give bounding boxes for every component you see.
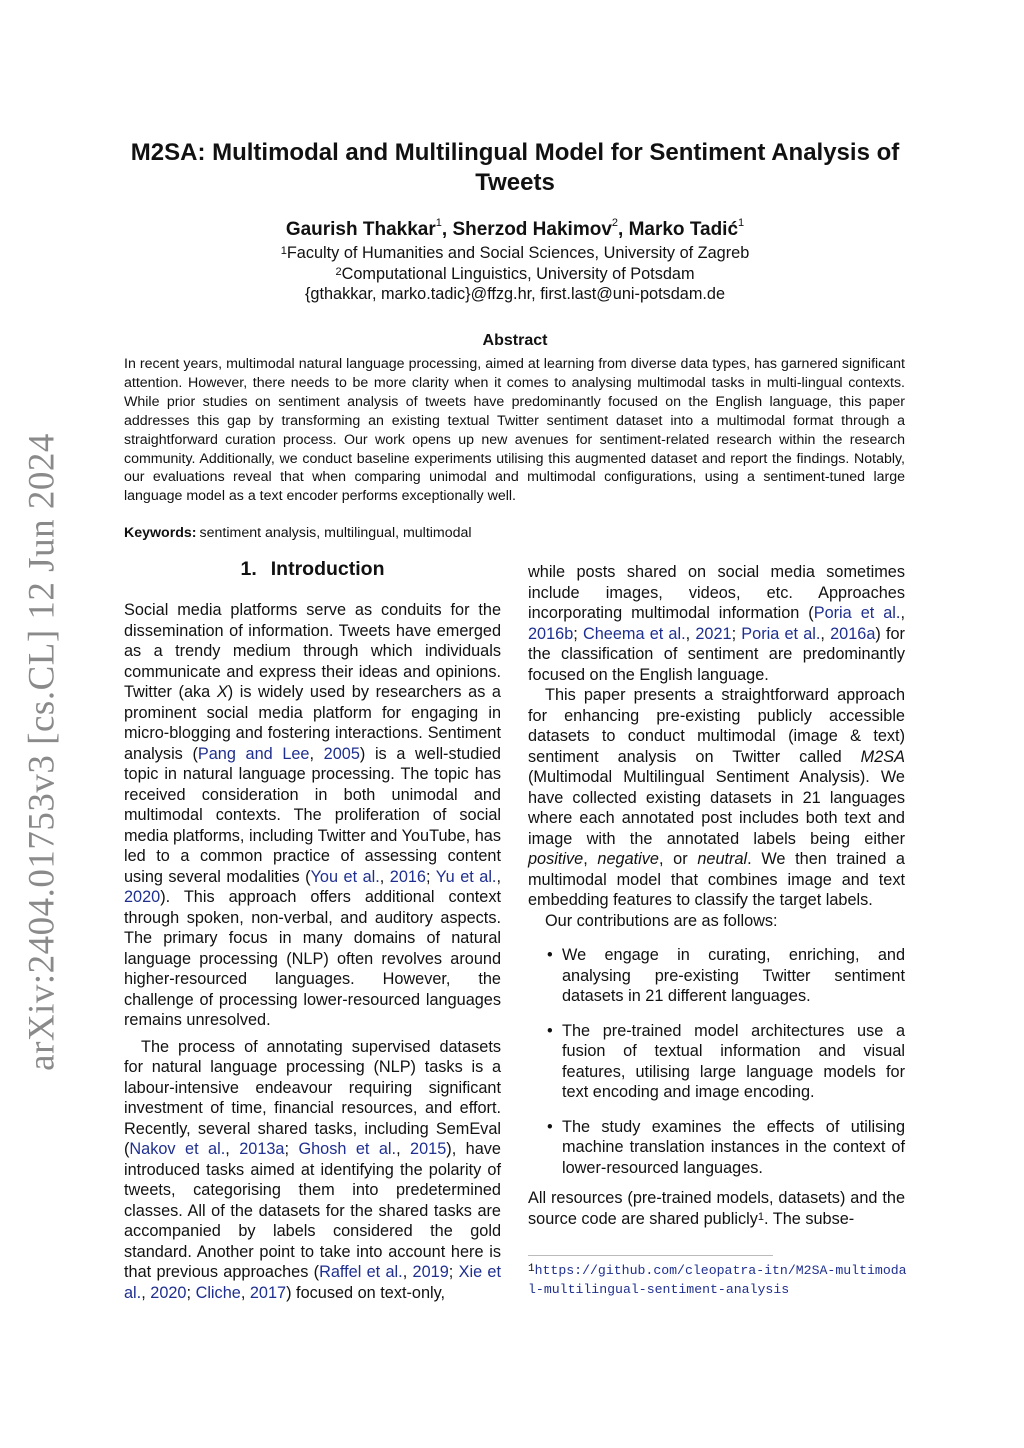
- section-title: Introduction: [270, 558, 385, 580]
- author-name: Sherzod Hakimov: [452, 219, 612, 240]
- citation-link[interactable]: Cliche: [195, 1283, 241, 1302]
- text-run: ) is a well-studied topic in natural language processing. The topic has received consideration in both unimodal and multimodal contexts. The proliferation of social media platforms, including Twitter and YouTube, has led to a common practice of assessing content using several modalities (: [124, 744, 501, 886]
- body-paragraph: [528, 1188, 905, 1229]
- text-run: negative: [597, 850, 659, 868]
- keywords: [124, 525, 472, 541]
- left-column: [124, 600, 501, 1303]
- text-run: (Multimodal Multilingual Sentiment Analysis). We have collected existing datasets in 21 languages where each annotated post includes both text and image with the annotated labels being either: [528, 768, 905, 848]
- citation-link[interactable]: Yu et al.: [435, 867, 497, 886]
- text-run: ) for the classification of sentiment are predominantly focused on the English language.: [528, 624, 905, 684]
- author-name: Gaurish Thakkar: [285, 219, 436, 240]
- paper-title: M2SA: Multimodal and Multilingual Model for Sentiment Analysis of Tweets: [130, 139, 900, 196]
- affiliation-text: Faculty of Humanities and Social Sciences, University of Zagreb: [286, 244, 750, 262]
- affiliations: [110, 243, 920, 305]
- text-run: , or: [658, 850, 698, 868]
- citation-link[interactable]: 2013a: [239, 1140, 285, 1158]
- body-paragraph: [124, 600, 501, 1031]
- keywords-label: Keywords:: [124, 525, 197, 541]
- citation-link[interactable]: 2016a: [830, 624, 876, 643]
- affiliation-mark: 1: [280, 245, 287, 257]
- text-run: ), have introduced tasks aimed at identifying the polarity of tweets, categorising them into predetermined classes. All of the datasets for the shared tasks are accompanied by labels considered the gold standard. Another point to take into account here is that previous approaches (: [124, 1140, 501, 1281]
- text-run: This paper presents a straightforward approach for enhancing pre-existing publicly accessible datasets to conduct multimodal (image & text) sentiment analysis on Twitter called: [528, 686, 905, 766]
- text-run: All resources (pre-trained models, datasets) and the source code are shared publicly: [528, 1189, 905, 1228]
- text-run: ;: [426, 867, 436, 886]
- citation-link[interactable]: 2019: [412, 1263, 449, 1281]
- footnote-divider: [528, 1255, 773, 1256]
- citation-link[interactable]: 2021: [695, 624, 732, 643]
- citation-link[interactable]: 2015: [410, 1140, 447, 1158]
- text-run: ,: [141, 1283, 151, 1302]
- abstract-text: In recent years, multimodal natural language processing, aimed at learning from diverse data types, has garnered significant attention. However, there needs to be more clarity when it comes to analysing multimodal tasks in multi-lingual contexts. While prior studies on sentiment analysis of tweets have predominantly focused on the English language, this paper addresses this gap by transforming an existing textual Twitter sentiment dataset into a multimodal format through a straightforward curation process. Our work opens up new avenues for sentiment-related research within the research community. Additionally, we conduct baseline experiments utilising this augmented dataset and report the findings. Notably, our evaluations reveal that when comparing unimodal and multimodal configurations, using a sentiment-tuned large language model as a text encoder performs exceptionally well.: [124, 356, 905, 505]
- body-paragraph: [528, 911, 905, 932]
- text-run: ,: [402, 1263, 413, 1281]
- text-run: ,: [225, 1140, 240, 1158]
- footnote-ref[interactable]: 1: [757, 1210, 765, 1223]
- citation-link[interactable]: Poria et al.: [813, 604, 901, 622]
- citation-link[interactable]: Cheema et al.: [582, 624, 686, 643]
- list-item: • We engage in curating, enriching, and analysing pre-existing Twitter sentiment datasets in 21 different languages.: [562, 945, 905, 1007]
- keywords-text: sentiment analysis, multilingual, multimodal: [199, 525, 472, 541]
- citation-link[interactable]: 2005: [323, 744, 360, 763]
- body-paragraph: [528, 562, 905, 685]
- emails: {gthakkar, marko.tadic}@ffzg.hr, first.last@uni-potsdam.de: [304, 285, 726, 303]
- footnote: [528, 1262, 908, 1299]
- text-run: neutral: [697, 850, 748, 868]
- text-run: ;: [573, 624, 583, 643]
- arxiv-identifier: arXiv:2404.01753v3 [cs.CL] 12 Jun 2024: [21, 433, 63, 1071]
- citation-link[interactable]: 2017: [249, 1283, 287, 1302]
- text-run: ). This approach offers additional context through spoken, non-verbal, and auditory aspects. The primary focus in many domains of natural language processing (NLP) often revolves around higher-resourced languages. However, the challenge of processing lower-resourced languages remains unresolved.: [124, 888, 501, 1029]
- author-name: Marko Tadić: [628, 219, 739, 240]
- text-run: ) is widely used by researchers as a prominent social media platform for engaging in micro-blogging and fostering interactions. Sentiment analysis (: [124, 683, 501, 763]
- text-run: while posts shared on social media sometimes include images, videos, etc. Approaches incorporating multimodal information (: [528, 563, 905, 622]
- footnote-mark: 1: [528, 1263, 535, 1275]
- affiliation: [110, 264, 920, 285]
- text-run: ;: [186, 1283, 196, 1302]
- text-run: ,: [379, 867, 390, 886]
- affiliation-text: Computational Linguistics, University of Potsdam: [341, 264, 695, 283]
- text-run: ,: [240, 1283, 250, 1302]
- affiliation-mark: 1: [738, 217, 745, 229]
- citation-link[interactable]: 2020: [124, 888, 161, 906]
- body-paragraph: [528, 685, 905, 911]
- abstract-heading: Abstract: [482, 332, 548, 349]
- citation-link[interactable]: Nakov et al.: [129, 1140, 226, 1158]
- text-run: Our contributions are as follows:: [545, 911, 778, 930]
- text-run: positive: [528, 850, 584, 868]
- citation-link[interactable]: Ghosh et al.: [298, 1140, 397, 1158]
- citation-link[interactable]: Poria et al.: [741, 624, 821, 643]
- list-item: • The pre-trained model architectures use a fusion of textual information and visual features, utilising large language models for text encoding and image encoding.: [562, 1021, 905, 1103]
- text-run: ,: [583, 850, 598, 868]
- text-run: ,: [309, 744, 324, 763]
- text-run: . We then trained a multimodal model that combines image and text embedding features to classify the target labels.: [528, 850, 905, 909]
- contributions-list: [528, 945, 905, 1178]
- section-heading: [124, 558, 501, 581]
- text-run: ;: [448, 1263, 459, 1281]
- text-run: ,: [900, 604, 905, 622]
- text-run: M2SA: [860, 747, 905, 766]
- text-run: ,: [496, 867, 501, 886]
- text-run: ,: [685, 624, 696, 643]
- citation-link[interactable]: Pang and Lee: [197, 744, 310, 763]
- text-run: ) focused on text-only,: [286, 1283, 446, 1302]
- section-number: 1.: [240, 558, 257, 580]
- text-run: ;: [731, 624, 742, 643]
- text-run: . The subse-: [764, 1209, 855, 1228]
- citation-link[interactable]: 2016: [389, 867, 426, 886]
- footnote-link[interactable]: https://github.com/cleopatra-itn/M2SA-multimodal-multilingual-sentiment-analysis: [528, 1263, 907, 1297]
- citation-link[interactable]: You et al.: [310, 867, 380, 886]
- right-column: [528, 562, 905, 1229]
- list-item: • The study examines the effects of utilising machine translation instances in the context of lower-resourced languages.: [562, 1117, 905, 1179]
- affiliation-mark: 2: [611, 217, 619, 229]
- text-run: ,: [396, 1140, 411, 1158]
- citation-link[interactable]: Raffel et al.: [319, 1263, 403, 1281]
- affiliation-mark: 1: [435, 217, 442, 229]
- text-run: X: [216, 683, 228, 701]
- citation-link[interactable]: 2020: [150, 1283, 187, 1302]
- text-run: Social media platforms serve as conduits for the dissemination of information. Tweets have emerged as a trendy medium through which individuals communicate and express their ideas and opinions. Twitter (aka: [124, 601, 501, 701]
- affiliation-mark: 2: [335, 265, 342, 278]
- citation-link[interactable]: Xie et al.: [124, 1263, 501, 1302]
- citation-link[interactable]: 2016b: [528, 624, 574, 643]
- text-run: ;: [284, 1140, 299, 1158]
- affiliation: [110, 243, 920, 264]
- author-list: Gaurish Thakkar$^1$, Sherzod Hakimov$^2$, Marko Tadić$^1$: [285, 217, 745, 240]
- body-paragraph: [124, 1037, 501, 1304]
- text-run: ,: [820, 624, 831, 643]
- text-run: The process of annotating supervised datasets for natural language processing (NLP) tasks is a labour-intensive endeavour requiring significant investment of time, financial resources, and effort. Recently, several shared tasks, including SemEval (: [124, 1037, 501, 1158]
